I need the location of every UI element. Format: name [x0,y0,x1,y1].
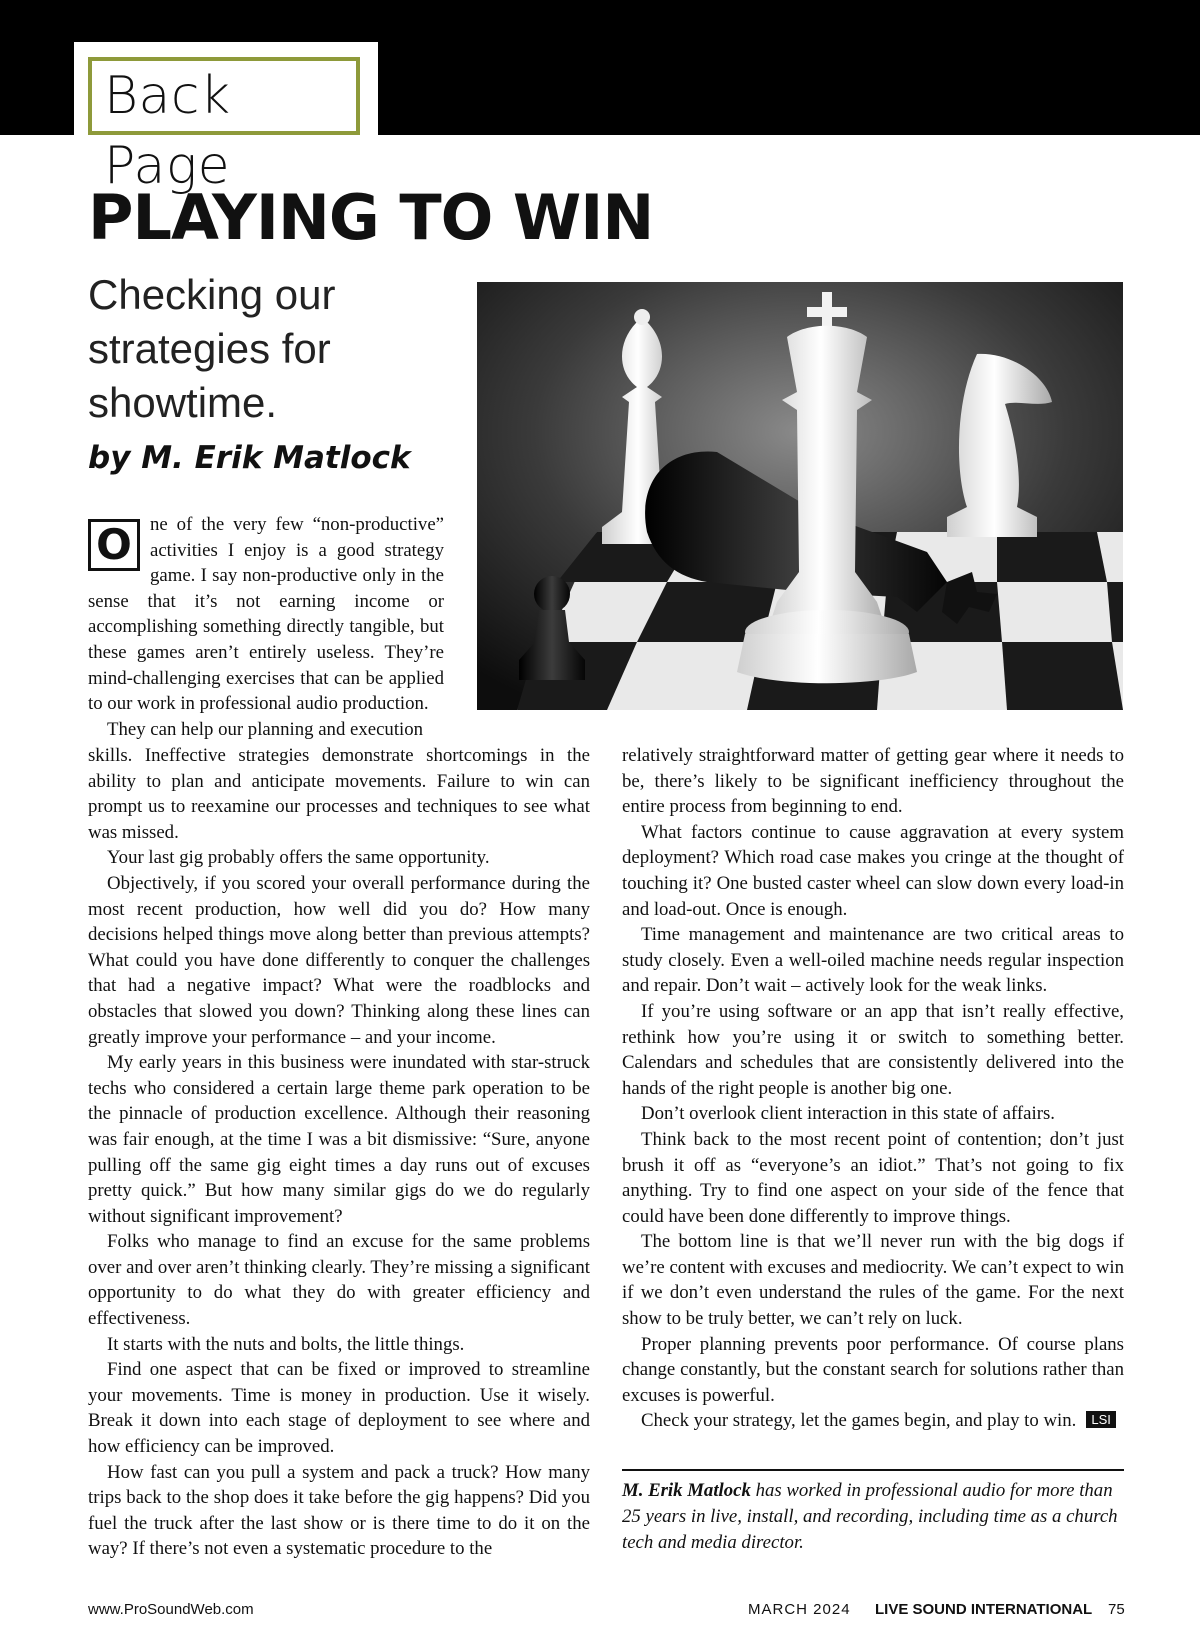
body-paragraph: What factors continue to cause aggravation at every system deployment? Which road case makes you cringe at the thought of touching it? One busted caster wheel can slow down every load-in and load-out. Once is enough. [622,821,1124,920]
section-label-box [74,42,378,196]
author-bio [622,1478,1124,1556]
body-paragraph: Time management and maintenance are two critical areas to study closely. Even a well-oiled machine needs regular inspection and repair. Don’t wait – actively look for the weak links. [622,924,1124,997]
footer-url: www.ProSoundWeb.com [88,1601,254,1618]
bio-divider [622,1469,1124,1471]
body-paragraph: Find one aspect that can be fixed or improved to streamline your movements. Time is money in production. Use it wisely. Break it down into each stage of deployment to see where and how efficiency can be improved. [88,1359,590,1458]
section-label: Back Page [88,57,360,135]
body-paragraph: Your last gig probably offers the same opportunity. [107,847,490,869]
article-column-intro [88,512,444,742]
article-dek: Checking our strategies for showtime. [88,271,336,426]
article-column-left [88,743,590,1562]
body-paragraph: Don’t overlook client interaction in this state of affairs. [641,1103,1055,1125]
body-paragraph: My early years in this business were inundated with star-struck techs who considered a certain large theme park operation to be the pinnacle of production excellence. Although their reasoning was fair enough, at the time I was a bit dismissive: “Sure, anyone pulling off the same gig eight times a day runs out of excuses pretty quick.” But how many similar gigs do we do regularly without significant improvement? [88,1052,590,1227]
intro-text: ne of the very few “non-productive” activities I enjoy is a good strategy game. I say non-productive only in the sense that it’s not earning income or accomplishing something directly tangible, but these games aren’t entirely useless. They’re mind-challenging exercises that can be applied to our work in professional audio production. [88,514,444,715]
footer-publication: LIVE SOUND INTERNATIONAL [875,1601,1093,1618]
footer-date: MARCH 2024 [748,1601,851,1618]
continued-paragraph: relatively straightforward matter of getting gear where it needs to be, there’s likely to be significant inefficiency throughout the entire process from beginning to end. [622,745,1124,818]
body-paragraph: The bottom line is that we’ll never run with the big dogs if we’re content with excuses and mediocrity. We can’t expect to win if we don’t even understand the rules of the game. For the next show to be truly better, we can’t rely on luck. [622,1231,1124,1330]
paragraph-2-start: They can help our planning and execution [107,718,424,740]
closing-paragraph [622,1408,1124,1434]
end-mark: LSI [1086,1411,1116,1428]
body-paragraph: It starts with the nuts and bolts, the little things. [107,1333,465,1355]
dropcap-letter: O [88,519,140,571]
article-byline: by M. Erik Matlock [88,440,411,476]
body-paragraph: Folks who manage to find an excuse for the same problems over and over aren’t thinking clearly. They’re missing a significant opportunity to do what they do with greater efficiency and effectiveness. [88,1231,590,1330]
footer-page-number: 75 [1108,1601,1125,1618]
body-paragraph: If you’re using software or an app that isn’t really effective, rethink how you’re using it or switch to something better. Calendars and schedules that are consistently delivered into the hands of the right people is another big one. [622,1000,1124,1099]
bio-text: has worked in professional audio for more than 25 years in live, install, and recording, including time as a church tech and media director. [622,1480,1118,1553]
body-paragraph: Proper planning prevents poor performance. Of course plans change constantly, but the constant search for solutions rather than excuses is powerful. [622,1333,1124,1406]
body-paragraph: How fast can you pull a system and pack a truck? How many trips back to the shop does it take before the gig happens? Did you fuel the truck after the last show or is there time to do it on the way? If there’s not even a systematic procedure to the [88,1461,590,1560]
chess-pieces-photo [477,282,1123,710]
bio-name: M. Erik Matlock [622,1480,751,1501]
article-column-right [622,743,1124,1434]
body-paragraph: Objectively, if you scored your overall performance during the most recent production, how well did you do? How many decisions helped things move along better than previous attempts? What could you have done differently to conquer the challenges that had a negative impact? What were the roadblocks and obstacles that slowed you down? Thinking along these lines can greatly improve your performance – and your income. [88,872,590,1048]
paragraph-2-rest: skills. Ineffective strategies demonstrate shortcomings in the ability to plan and anticipate movements. Failure to win can prompt us to reexamine our processes and techniques to see what was missed. [88,745,590,843]
intro-paragraph [88,512,444,717]
body-paragraph: Think back to the most recent point of contention; don’t just brush it off as “everyone’s an idiot.” That’s not going to fix anything. Try to find one aspect on your side of the fence that could have been done differently to improve things. [622,1128,1124,1227]
article-title: PLAYING TO WIN [88,181,654,254]
closing-text: Check your strategy, let the games begin, and play to win. [641,1410,1077,1432]
